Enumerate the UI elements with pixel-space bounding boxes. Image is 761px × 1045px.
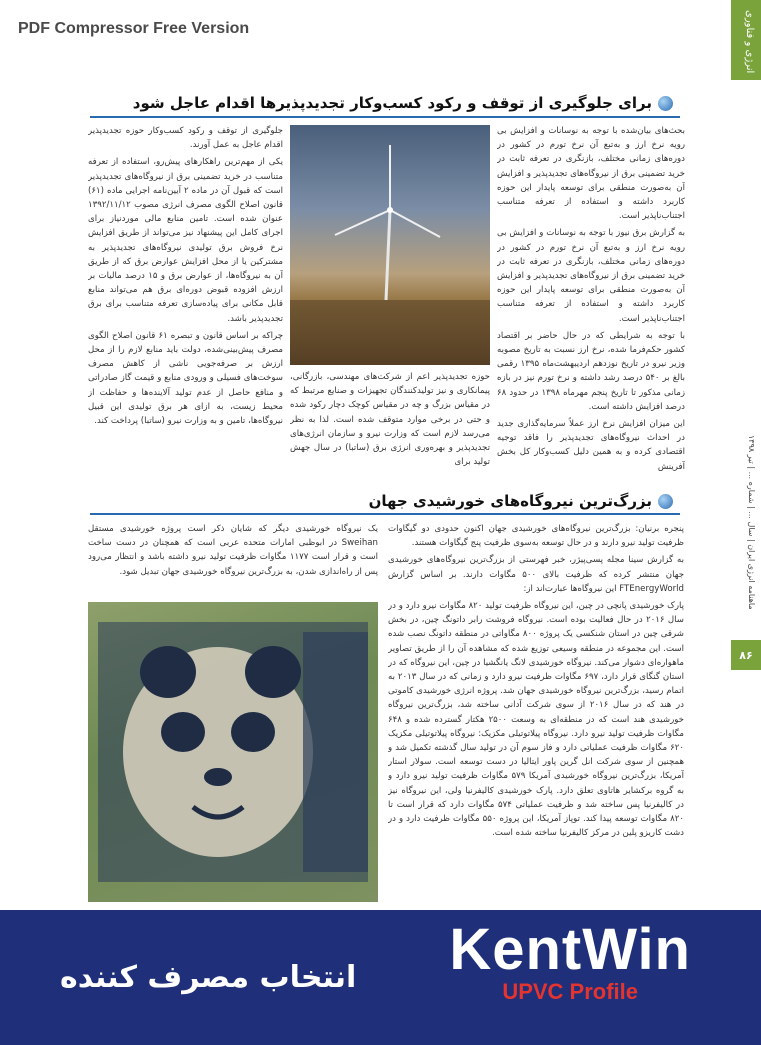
paragraph: جلوگیری از توقف و رکود کسب‌وکار حوزه تجدیدپذیر اقدام عاجل به عمل آورند. (88, 126, 283, 151)
article2-col-left (88, 522, 378, 598)
paragraph: یکی از مهم‌ترین راهکارهای پیش‌رو، استفاده از تعرفه متناسب در خرید تضمینی برق از نیروگاه‌های تجدیدپذیر است که قبول آن در ماده ۲ آیین‌نامه اجرایی ماده (۶۱) قانون اصلاح الگوی مصرف انرژی مصوب ۱۳۹۲/۱۱/۱۲ عنوان شده است. تامین منابع مالی موردنیاز برای اجرای کامل این پیشنهاد نیز می‌تواند از طریق افزایش نرخ فروش برق تولیدی نیروگاه‌های تجدیدپذیر به مشترکین یا از محل افزایش عوارض برق که از طریق آن به نیروگاه‌ها، از عوارض برق و ۱۵ درصد مالیات بر ارزش افزوده قبوض دوره‌ای برق هم می‌تواند منابع قابل مکانی برای پیاده‌سازی تعرفه متناسب برای برق تجدیدپذیر باشد. (88, 157, 283, 324)
paragraph: پنجره برنیان: بزرگ‌ترین نیروگاه‌های خورشیدی جهان اکنون حدودی دو گیگاوات ظرفیت تولید نیرو دارند و در حال توسعه به‌سوی ظرفیت پنج گیگاوات هستند. (388, 524, 684, 549)
ad-slogan: انتخاب مصرف کننده (60, 960, 357, 995)
wind-turbine-photo (290, 125, 490, 365)
solar-farm-aerial-photo (88, 602, 378, 902)
ad-subtitle: UPVC Profile (502, 979, 639, 1004)
paragraph: با توجه به شرایطی که در حال حاضر بر اقتصاد کشور حکم‌فرما شده، نرخ ارز نسبت به تاریخ مصوبه وزیر نیرو در تاریخ نوزدهم اردیبهشت‌ماه ۱۳۹۵ رقمی بالغ بر ۵۴۰ درصد رشد داشته و نرخ تورم نیز در بازه زمانی مذکور تا تاریخ پنجم مهرماه ۱۳۹۸ در حدود ۶۸ درصد افزایش داشته است. (497, 330, 685, 412)
paragraph: حوزه تجدیدپذیر اعم از شرکت‌های مهندسی، بازرگانی، پیمانکاری و نیز تولیدکنندگان تجهیزات و صنایع مرتبط که در مقیاس بزرگ و چه در مقیاس کوچک دچار رکود شده و حتی در برخی موارد متوقف شده است. لذا به نظر می‌رسد لازم است که وزارت نیرو و سازمان انرژی‌های تجدیدپذیر و بهره‌وری انرژی برق (ساتبا) در سال جهش تولید برای (290, 372, 490, 468)
article2-title: بزرگ‌ترین نیروگاه‌های خورشیدی جهان (368, 492, 652, 510)
bullet-icon (658, 96, 673, 111)
section-tab (731, 0, 761, 80)
article1-col-middle (290, 370, 490, 490)
article1-heading (133, 94, 673, 112)
page-number: ۸۶ (731, 640, 761, 670)
ad-brand-logo: KentWin (449, 917, 691, 982)
section-tab-label: انرژی و فناوری (744, 10, 755, 74)
ad-brand-block (449, 917, 691, 1004)
paragraph: به گزارش سینا مجله پسی‌پیژر، خبر فهرستی از بزرگ‌ترین نیروگاه‌های خورشیدی جهان منتشر کرده که ظرفیت بالای ۵۰۰ مگاوات دارند. بر اساس گزارش FTEnergyWorld این نیروگاه‌ها عبارت‌اند از: (388, 555, 684, 594)
bullet-icon (658, 494, 673, 509)
paragraph: به گزارش برق نیوز با توجه به نوسانات و افزایش بی رویه نرخ ارز و به‌تبع آن نرخ تورم در کشور در دوره‌های زمانی مختلف، بازنگری در تعرفه ثابت در خرید تضمینی برق از نیروگاه‌های تجدیدپذیر و افزایش آن به‌صورت منطقی برای توسعه پایدار این حوزه کاربرد داشته و استفاده از تعرفه متناسب اجتناب‌ناپذیر است. (497, 228, 685, 324)
article1-col-right (497, 124, 685, 484)
solar-panda-illustration (88, 602, 378, 902)
article2-col-right (388, 522, 684, 902)
article2-heading (369, 492, 673, 510)
wind-turbine-illustration (290, 125, 490, 365)
paragraph: بحث‌های بیان‌شده با توجه به نوسانات و افزایش بی رویه نرخ ارز و به‌تبع آن نرخ تورم در کشور در دوره‌های زمانی مختلف، بازنگری در تعرفه ثابت در خرید تضمینی برق از نیروگاه‌های تجدیدپذیر و افزایش آن به‌صورت منطقی برای توسعه پایدار این حوزه کاربرد داشته و استفاده از تعرفه متناسب اجتناب‌ناپذیر است. (497, 126, 685, 222)
paragraph: یک نیروگاه خورشیدی دیگر که شایان ذکر است پروژه خورشیدی مستقل Sweihan در ابوظبی امارات متحده عربی است که همچنان در دست ساخت است و قرار است ۱۱۷۷ مگاوات ظرفیت تولید نیرو داشته باشد و انتظار می‌رود پس از راه‌اندازی شدن، به بزرگ‌ترین نیروگاه خورشیدی جهان تبدیل شود. (88, 524, 378, 577)
article2-rule (90, 513, 680, 515)
paragraph: چراکه بر اساس قانون و تبصره ۶۱ قانون اصلاح الگوی مصرف پیش‌بینی‌شده، دولت باید منابع لازم را از محل ارزش بر صرفه‌جویی ناشی از کاهش مصرف سوخت‌های فسیلی و ورودی منابع و قیمت گاز صادراتی و منافع حاصل از عدم تولید آلاینده‌ها و حفاظت از محیط زیست، به ازای هر برق تولیدی این قبیل نیروگاه‌ها، تامین و به وزارت نیرو (ساتبا) پرداخت کند. (88, 330, 283, 427)
paragraph: پارک خورشیدی پانچی در چین، این نیروگاه ظرفیت تولید ۸۲۰ مگاوات نیرو دارد و در سال ۲۰۱۶ در حال فعالیت بوده است. نیروگاه فروشت رابر داتونگ چین، در بخش شرقی چین در استان شنکسی یک پروژه ۸۰۰ مگاواتی در منطقه داتونگ نصب شده است. این مجموعه در منطقه وسیعی توزیع شده که مشاهده آن را از طریق تصاویر ماهواره‌ای دشوار می‌کند. نیروگاه خورشیدی لانگ یانگشیا در چین، این نیروگاه که در استان گنگای قرار دارد، ۶۹۷ مگاوات ظرفیت نیرو دارد و زمانی که در سال ۲۰۱۳ به اتمام رسید، بزرگ‌ترین نیروگاه خورشیدی جهان شد. پروژه انرژی خورشیدی کاموتی در هند که در سال ۲۰۱۶ از سوی شرکت آدانی ساخته شد، بزرگ‌ترین نیروگاه خورشیدی هند است که در منطقه‌ای به وسعت ۲۵۰۰ هکتار گسترده شده و ۶۴۸ مگاوات ظرفیت تولید نیرو دارد. نیروگاه پیلاتوتیلی مکزیک: نیروگاه پیلاتوتیلی مکزیک ۶۲۰ مگاوات ظرفیت عملیاتی دارد و فاز سوم آن در تولید سال گذشته تکمیل شد و همچنین از سوی شرکت انل گرین پاور ایتالیا در دست توسعه است. سولار استار آمریکا، بزرگ‌ترین نیروگاه خورشیدی آمریکا ۵۷۹ مگاوات ظرفیت تولید نیرو دارد و به گروه برکشایر هاتاوی تعلق دارد. پارک خورشیدی کالیفرنیا ولی، این نیروگاه نیز در کالیفرنیا پس ساخته شد و ظرفیت عملیاتی ۵۷۴ مگاوات دارد که قرار است تا ۸۲۰ مگاوات توسعه پیدا کند. توپاز آمریکا، این پروژه ۵۵۰ مگاوات ظرفیت دارد و در دشت کاریزو پلین در مرکز کالیفرنیا ساخته شده است. (388, 601, 684, 839)
pdf-watermark: PDF Compressor Free Version (18, 20, 250, 37)
article1-col-left (88, 124, 283, 489)
article1-title: برای جلوگیری از توقف و رکود کسب‌وکار تجدیدپذیرها اقدام عاجل شود (132, 94, 652, 112)
side-strip-text: ماهنامه انرژی ایران | سال ... | شماره ... | تیر ۱۳۹۸ (747, 435, 756, 610)
article1-rule (90, 116, 680, 118)
paragraph: این میزان افزایش نرخ ارز عملاً سرمایه‌گذاری جدید در احداث نیروگاه‌های تجدیدپذیر را فاقد توجیه اقتصادی کرده و به همین دلیل کسب‌وکار کل بخش آفرینش (497, 419, 685, 472)
